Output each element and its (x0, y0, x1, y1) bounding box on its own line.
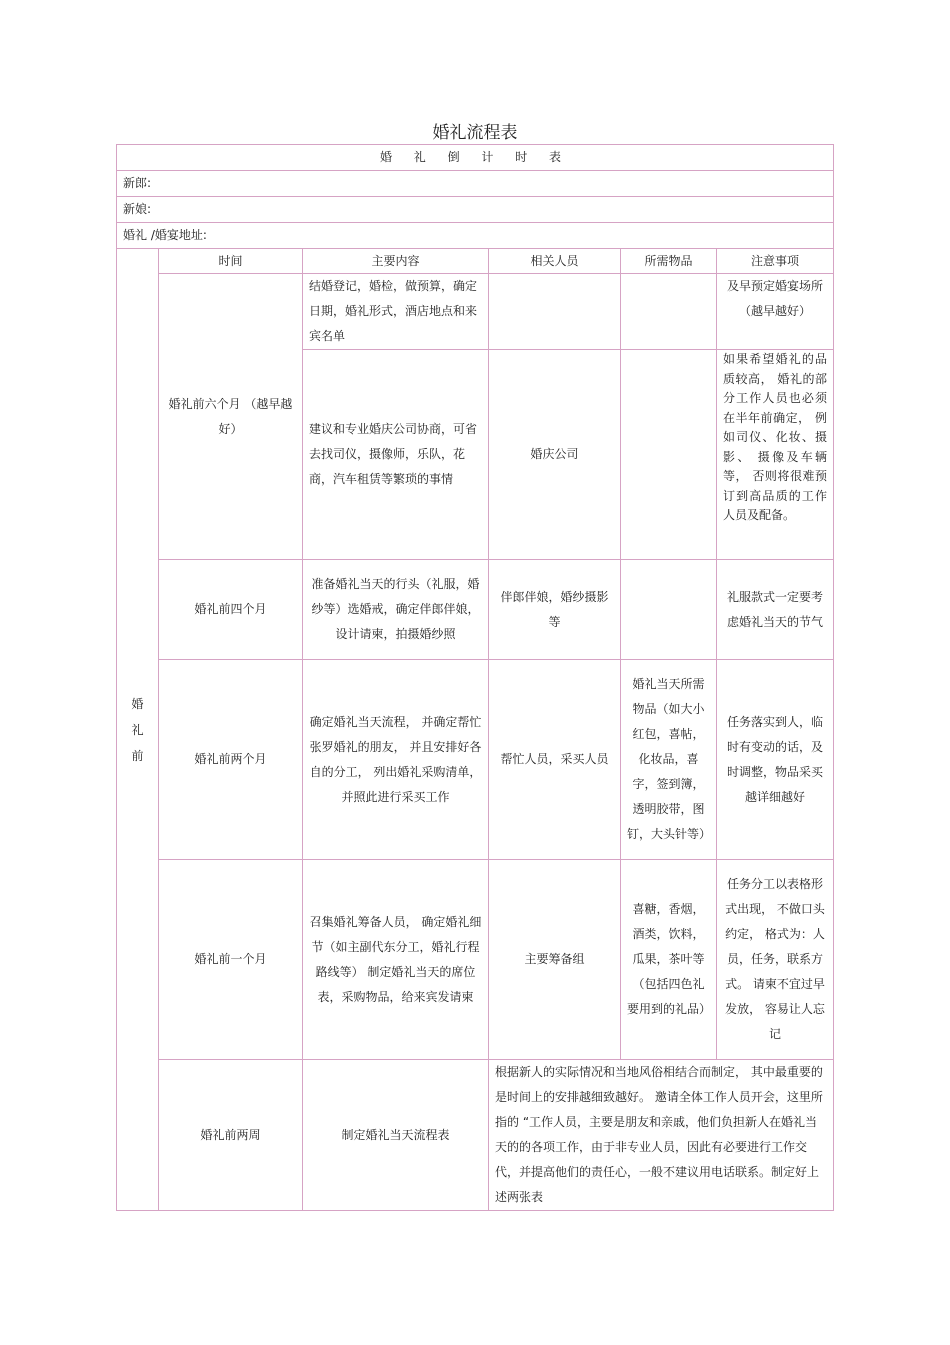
items-cell: 婚礼当天所需物品（如大小红包，喜帖，化妆品，喜字，签到簿，透明胶带，图钉，大头针等） (621, 660, 717, 860)
document-title: 婚礼流程表 (432, 123, 518, 143)
time-cell: 婚礼前两周 (159, 1060, 303, 1211)
people-cell: 婚庆公司 (489, 350, 621, 560)
column-header-content: 主要内容 (303, 249, 489, 274)
time-cell: 婚礼前一个月 (159, 860, 303, 1060)
venue-field: 婚礼 /婚宴地址: (117, 223, 834, 249)
column-header-notes: 注意事项 (717, 249, 834, 274)
notes-cell: 任务分工以表格形式出现， 不做口头约定， 格式为：人员，任务，联系方式。 请柬不宜过早发放， 容易让人忘记 (717, 860, 834, 1060)
wedding-countdown-table (116, 144, 834, 1211)
notes-cell: 及早预定婚宴场所（越早越好） (717, 274, 834, 350)
items-cell (621, 350, 717, 560)
table-header: 婚 礼 倒 计 时 表 (117, 145, 834, 171)
content-cell: 召集婚礼筹备人员， 确定婚礼细节（如主副代东分工，婚礼行程路线等） 制定婚礼当天的席位表，采购物品，给来宾发请柬 (303, 860, 489, 1060)
column-header-time: 时间 (159, 249, 303, 274)
content-cell: 结婚登记，婚检，做预算，确定日期，婚礼形式，酒店地点和来宾名单 (303, 274, 489, 350)
column-header-items: 所需物品 (621, 249, 717, 274)
column-header-people: 相关人员 (489, 249, 621, 274)
people-cell (489, 274, 621, 350)
content-cell: 制定婚礼当天流程表 (303, 1060, 489, 1211)
people-cell: 主要筹备组 (489, 860, 621, 1060)
notes-cell: 礼服款式一定要考虑婚礼当天的节气 (717, 560, 834, 660)
bride-field: 新娘: (117, 197, 834, 223)
items-cell: 喜糖，香烟，酒类，饮料，瓜果，茶叶等（包括四色礼要用到的礼品） (621, 860, 717, 1060)
items-cell (621, 560, 717, 660)
groom-field: 新郎: (117, 171, 834, 197)
content-cell: 准备婚礼当天的行头（礼服，婚纱等）选婚戒，确定伴郎伴娘，设计请柬，拍摄婚纱照 (303, 560, 489, 660)
time-cell: 婚礼前六个月 （越早越好） (159, 274, 303, 560)
time-cell: 婚礼前四个月 (159, 560, 303, 660)
people-cell: 帮忙人员，采买人员 (489, 660, 621, 860)
notes-cell: 任务落实到人，临时有变动的话，及时调整，物品采买越详细越好 (717, 660, 834, 860)
time-cell: 婚礼前两个月 (159, 660, 303, 860)
items-cell (621, 274, 717, 350)
people-cell: 伴郎伴娘，婚纱摄影等 (489, 560, 621, 660)
content-cell: 建议和专业婚庆公司协商，可省去找司仪，摄像师，乐队，花商，汽车租赁等繁琐的事情 (303, 350, 489, 560)
content-cell: 确定婚礼当天流程， 并确定帮忙张罗婚礼的朋友， 并且安排好各自的分工， 列出婚礼采购清单， 并照此进行采买工作 (303, 660, 489, 860)
section-label-before-wedding: 婚 礼 前 (117, 249, 159, 1211)
notes-wide-cell: 根据新人的实际情况和当地风俗相结合而制定， 其中最重要的是时间上的安排越细致越好。 邀请全体工作人员开会，这里所指的 “工作人员，主要是朋友和亲戚，他们负担新人在婚礼当天的的各项工作，由于非专业人员，因此有必要进行工作交代，并提高他们的责任心，一般不建议用电话联系。制定好上述两张表 (489, 1060, 834, 1211)
notes-cell: 如果希望婚礼的品质较高， 婚礼的部分工作人员也必须在半年前确定， 例如司仪、化妆、摄影、 摄像及车辆等， 否则将很难预订到高品质的工作人员及配备。 (717, 350, 834, 560)
